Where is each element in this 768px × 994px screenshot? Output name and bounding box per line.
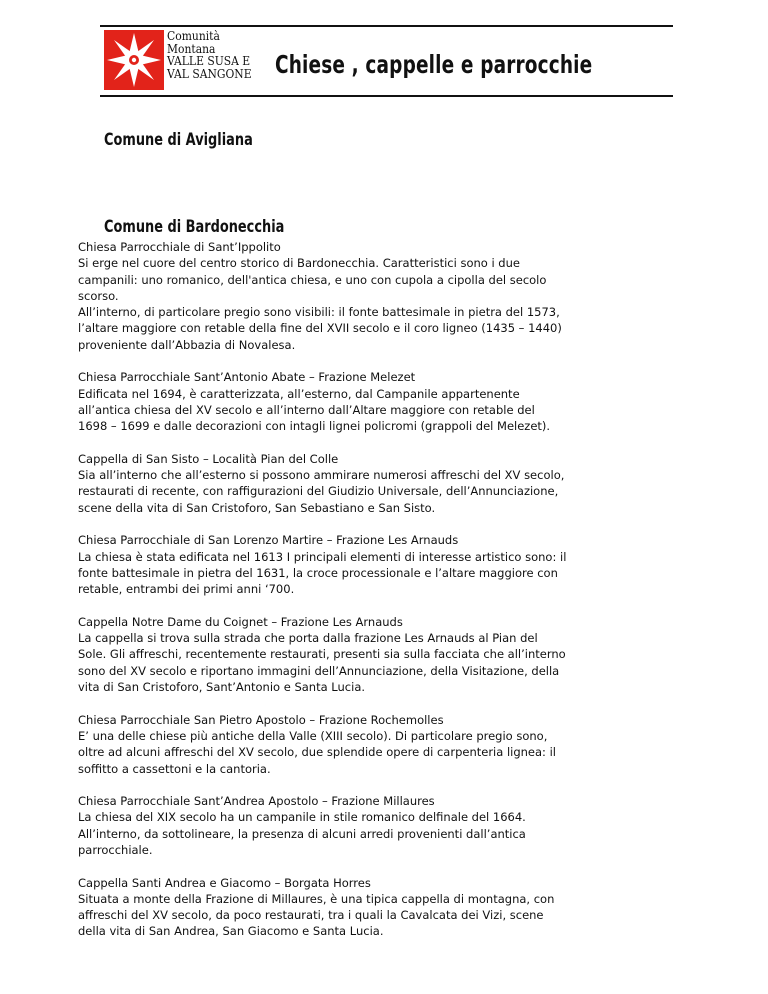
- entry-title: Chiesa Parrocchiale San Pietro Apostolo – Frazione Rochemolles: [78, 712, 444, 727]
- entry-text: sono del XV secolo e riportano immagini dell’Annunciazione, della Visitazione, della: [78, 663, 560, 678]
- entry-text: scene della vita di San Cristoforo, San Sebastiano e San Sisto.: [78, 500, 436, 515]
- entry-title: Cappella Notre Dame du Coignet – Frazione Les Arnauds: [78, 614, 403, 629]
- org-name-line: VAL SANGONE: [167, 65, 252, 81]
- entry-text: Sia all’interno che all’esterno si possono ammirare numerosi affreschi del XV secolo,: [78, 468, 565, 483]
- entry-text: fonte battesimale in pietra del 1631, la croce processionale e l’altare maggiore con: [78, 565, 558, 580]
- entry-text: La chiesa è stata edificata nel 1613 I principali elementi di interesse artistico sono: il: [78, 549, 567, 564]
- entry-title: Cappella di San Sisto – Località Pian del Colle: [78, 451, 339, 466]
- entry-text: l’altare maggiore con retable della fine del XVII secolo e il coro ligneo (1435 – 1440): [78, 321, 562, 336]
- entry-text: della vita di San Andrea, San Giacomo e Santa Lucia.: [78, 924, 384, 939]
- header-top-rule: [100, 25, 673, 27]
- entry-text: Si erge nel cuore del centro storico di Bardonecchia. Caratteristici sono i due: [78, 256, 520, 271]
- entry-text: Situata a monte della Frazione di Millaures, è una tipica cappella di montagna, con: [78, 891, 555, 906]
- entry-title: Chiesa Parrocchiale Sant’Antonio Abate – Frazione Melezet: [78, 370, 416, 385]
- document-title: Chiese , cappelle e parrocchie: [275, 50, 593, 79]
- entry-san-pietro-apostolo: [78, 712, 618, 777]
- header-bottom-rule: [100, 95, 673, 97]
- entry-text: proveniente dall’Abbazia di Novalesa.: [78, 337, 296, 352]
- section-heading-bardonecchia: Comune di Bardonecchia: [104, 217, 285, 237]
- entry-text: affreschi del XV secolo, da poco restaurati, tra i quali la Cavalcata dei Vizi, scene: [78, 908, 544, 923]
- org-name-line: Montana: [167, 40, 216, 56]
- entry-sant-antonio-abate: [78, 369, 618, 434]
- entry-text: Edificata nel 1694, è caratterizzata, all’esterno, dal Campanile appartenente: [78, 386, 520, 401]
- entry-san-sisto: [78, 451, 618, 516]
- entry-text: All’interno, di particolare pregio sono visibili: il fonte battesimale in pietra del 1573,: [78, 305, 560, 320]
- bardonecchia-entries: [78, 239, 618, 956]
- entry-text: oltre ad alcuni affreschi del XV secolo, due splendide opere di carpenteria lignea: il: [78, 745, 556, 760]
- entry-san-lorenzo-martire: [78, 532, 618, 597]
- entry-text: scorso.: [78, 288, 119, 303]
- entry-text: La cappella si trova sulla strada che porta dalla frazione Les Arnauds al Pian del: [78, 631, 538, 646]
- entry-sant-ippolito: [78, 239, 618, 353]
- entry-text: 1698 – 1699 e dalle decorazioni con intagli lignei policromi (grappoli del Melezet).: [78, 419, 551, 434]
- entry-text: Sole. Gli affreschi, recentemente restaurati, presenti sia sulla facciata che all’interno: [78, 647, 566, 662]
- entry-text: All’interno, da sottolineare, la presenza di alcuni arredi provenienti dall’antica: [78, 826, 526, 841]
- org-name: [167, 30, 252, 80]
- comunita-montana-logo-icon: [104, 30, 164, 90]
- entry-title: Chiesa Parrocchiale di San Lorenzo Martire – Frazione Les Arnauds: [78, 533, 459, 548]
- entry-text: parrocchiale.: [78, 842, 153, 857]
- entry-text: vita di San Cristoforo, Sant’Antonio e Santa Lucia.: [78, 680, 366, 695]
- entry-santi-andrea-e-giacomo: [78, 875, 618, 940]
- entry-title: Chiesa Parrocchiale di Sant’Ippolito: [78, 240, 281, 254]
- entry-sant-andrea-apostolo: [78, 793, 618, 858]
- entry-text: campanili: uno romanico, dell'antica chiesa, e uno con cupola a cipolla del secolo: [78, 272, 547, 287]
- org-name-line: Comunità: [167, 28, 220, 43]
- entry-text: retable, entrambi dei primi anni ‘700.: [78, 582, 295, 597]
- entry-text: restaurati di recente, con raffigurazioni del Giudizio Universale, dell’Annunciazione,: [78, 484, 559, 499]
- section-heading-avigliana: Comune di Avigliana: [104, 130, 253, 150]
- entry-title: Chiesa Parrocchiale Sant’Andrea Apostolo – Frazione Millaures: [78, 794, 435, 809]
- entry-text: E’ una delle chiese più antiche della Valle (XIII secolo). Di particolare pregio sono,: [78, 728, 548, 743]
- entry-text: all’antica chiesa del XV secolo e all’interno dall’Altare maggiore con retable del: [78, 402, 535, 417]
- entry-notre-dame-du-coignet: [78, 614, 618, 695]
- entry-text: La chiesa del XIX secolo ha un campanile in stile romanico delfinale del 1664.: [78, 810, 526, 825]
- entry-text: soffitto a cassettoni e la cantoria.: [78, 761, 271, 776]
- org-name-line: VALLE SUSA E: [167, 53, 251, 68]
- entry-title: Cappella Santi Andrea e Giacomo – Borgata Horres: [78, 875, 371, 890]
